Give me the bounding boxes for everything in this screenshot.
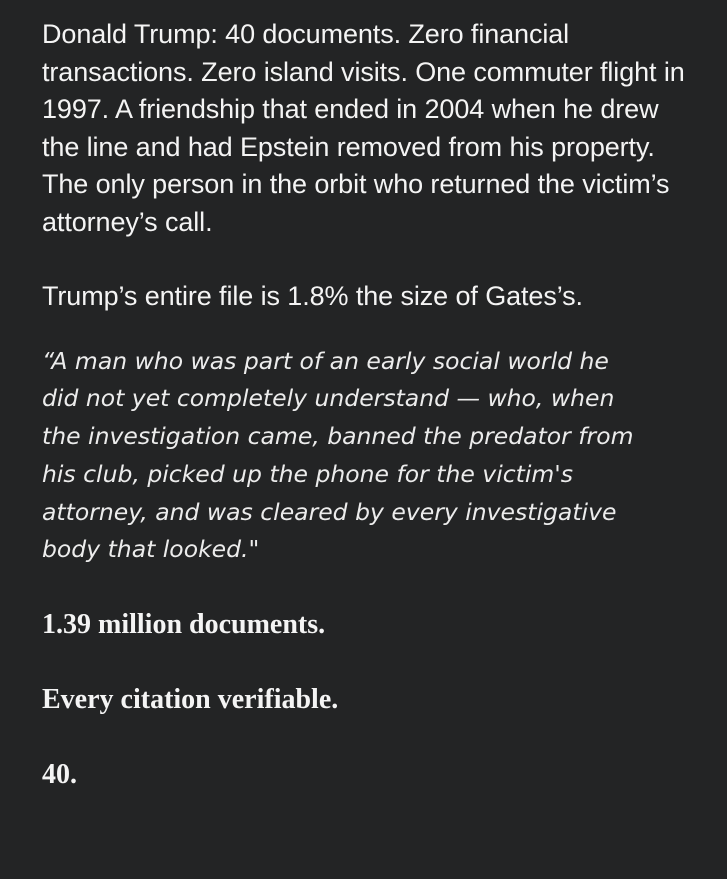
- post-paragraph-trump-summary: Donald Trump: 40 documents. Zero financial transactions. Zero island visits. One commuter flight in 1997. A friendship that ended in 2004 when he drew the line and had Epstein removed from his property. The only person in the orbit who returned the victim’s attorney’s call.: [42, 19, 685, 237]
- post-body: [42, 16, 702, 793]
- post-line-document-count: 1.39 million documents.: [42, 609, 326, 641]
- post-paragraph-file-size: Trump’s entire file is 1.8% the size of Gates’s.: [42, 281, 583, 311]
- post-line-forty: 40.: [42, 759, 77, 791]
- post-line-citations: Every citation verifiable.: [42, 684, 339, 716]
- post-quote: “A man who was part of an early social world he did not yet completely understand — who, when the investigation came, banned the predator from his club, picked up the phone for the victim's attorney, and was cleared by every investigative body that looked.": [42, 346, 634, 564]
